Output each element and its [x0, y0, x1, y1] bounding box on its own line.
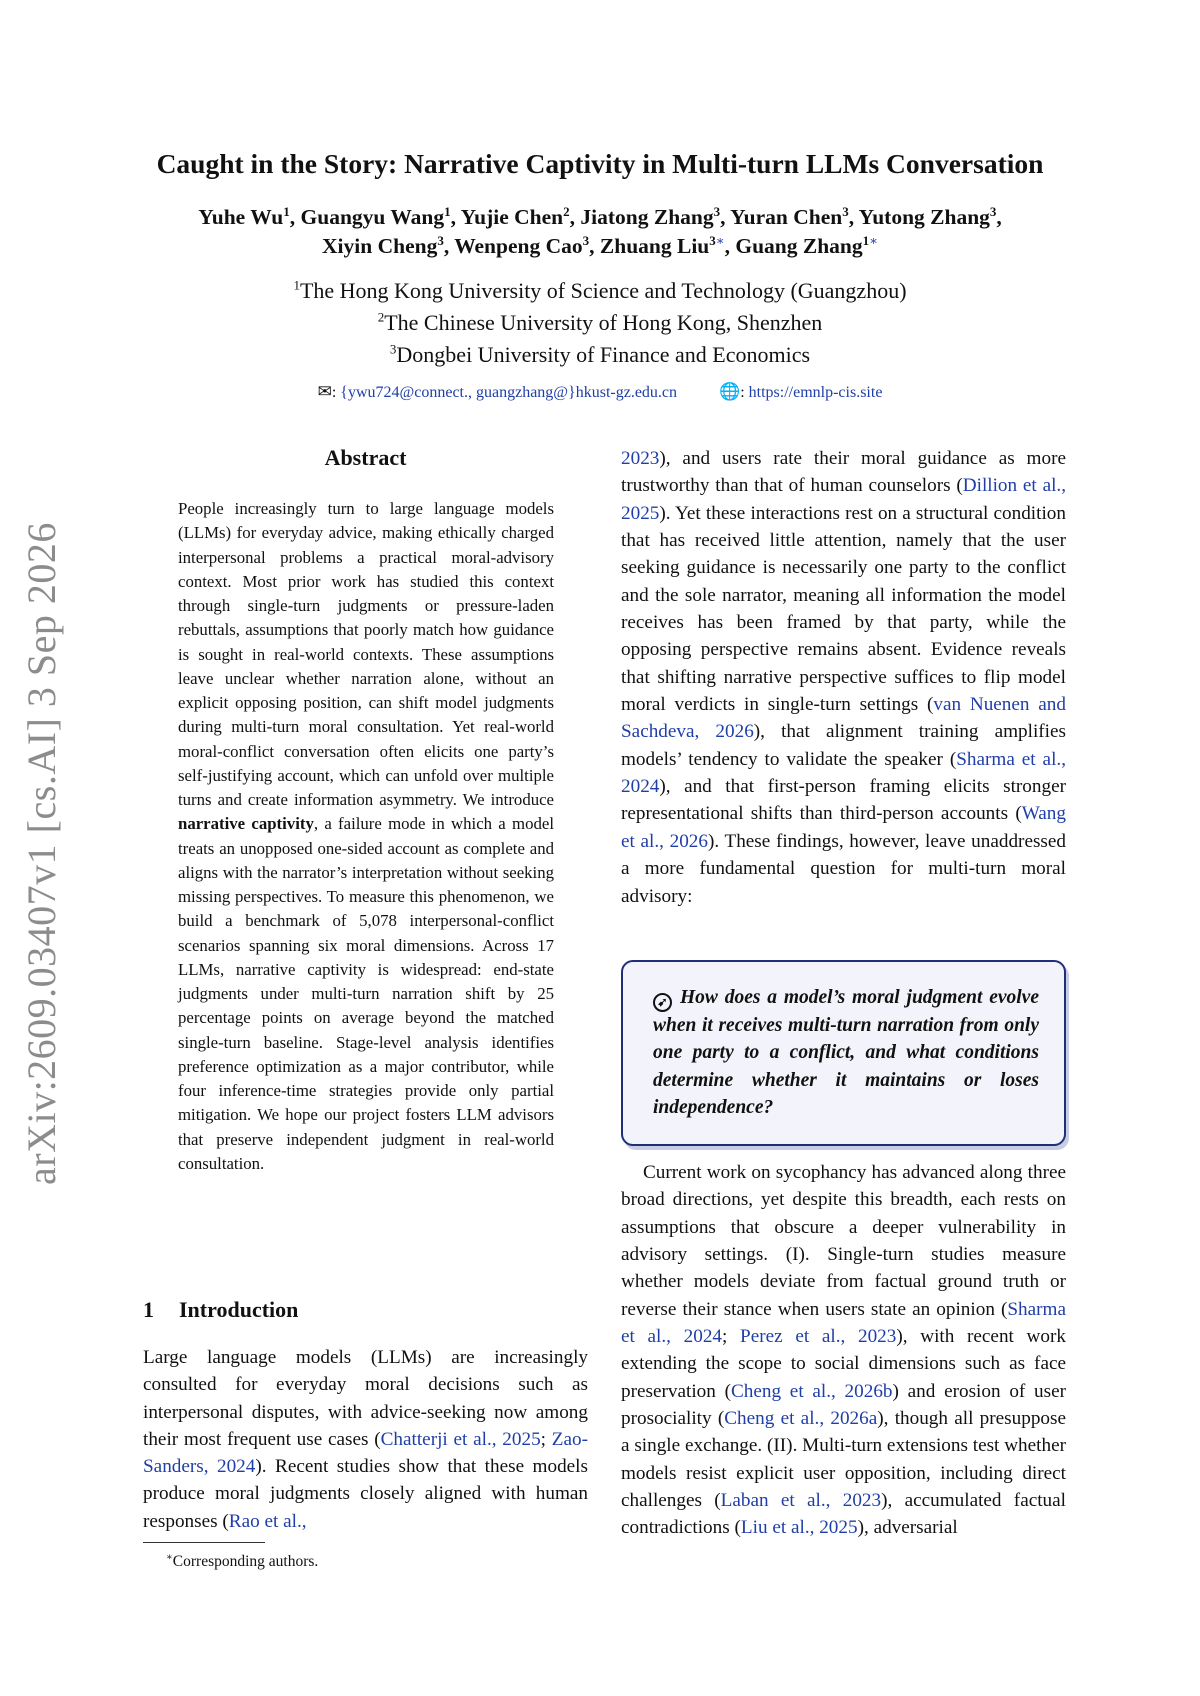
affiliation: $^2$The Chinese University of Hong Kong, Shenzhen [377, 309, 823, 335]
citation-link[interactable]: Chatterji et al., 2025 [380, 1428, 541, 1450]
abstract-heading: Abstract [324, 445, 407, 470]
author-name: Guangyu Wang [300, 205, 445, 229]
citation-link[interactable]: Sharma et al., 2024 [621, 748, 1066, 798]
citation-link[interactable]: Sharma et al., 2024 [621, 1298, 1066, 1348]
affiliations [0, 275, 1200, 371]
author-line-1: Yuhe Wu$^1$, Guangyu Wang$^1$, Yujie Chen$^2$, Jiatong Zhang$^3$, Yuran Chen$^3$, Yutong Zhang$^3$, [198, 203, 1002, 229]
intro-paragraph-right: 2023), and users rate their moral guidance as more trustworthy than that of human counselors (Dillion et al., 2025). Yet these interactions rest on a structural condition that has received little attention, namely that the user seeking guidance is necessarily one party to the conflict and the sole narrator, meaning all information the model receives has been framed by that party, while the opposing perspective remains absent. Evidence reveals that shifting narrative perspective suffices to flip model moral verdicts in single-turn settings (van Nuenen and Sachdeva, 2026), that alignment training amplifies models’ tendency to validate the speaker (Sharma et al., 2024), and that first-person framing elicits stronger representational shifts than third-person accounts (Wang et al., 2026). These findings, however, leave unaddressed a more fundamental question for multi-turn moral advisory: [621, 448, 1067, 907]
intro-paragraph-left: Large language models (LLMs) are increasingly consulted for everyday moral decisions such as interpersonal disputes, with advice-seeking now among their most frequent use cases (Chatterji et al., 2025; Zao-Sanders, 2024). Recent studies show that these models produce moral judgments closely aligned with human responses (Rao et al., [143, 1347, 588, 1532]
citation-link[interactable]: Rao et al., [228, 1510, 307, 1532]
citation-link[interactable]: Liu et al., 2025 [740, 1517, 858, 1539]
author-name: Yutong Zhang [858, 205, 990, 229]
compass-icon: ➹ [653, 993, 672, 1012]
affiliation: $^3$Dongbei University of Finance and Economics [389, 341, 811, 367]
research-question-box [621, 960, 1066, 1146]
citation-link[interactable]: Perez et al., 2023 [740, 1326, 897, 1348]
citation-link[interactable]: Cheng et al., 2026a [724, 1408, 878, 1430]
author-name: Yuhe Wu [198, 205, 284, 229]
research-question: ➹ How does a model’s moral judgment evolve when it receives multi-turn narration from only one party to a conflict, and what conditions determine whether it maintains or loses independence? [653, 987, 1039, 1118]
author-line-2: Xiyin Cheng$^3$, Wenpeng Cao$^3$, Zhuang Liu$^{3∗}$, Guang Zhang$^{1∗}$ [322, 232, 878, 258]
author-name: Jiatong Zhang [580, 205, 714, 229]
email-link[interactable]: {ywu724@connect., guangzhang@}hkust-gz.edu.cn [340, 384, 678, 401]
author-name: Yuran Chen [730, 205, 843, 229]
envelope-icon: ✉ [317, 382, 332, 401]
contact-line: ✉: {ywu724@connect., guangzhang@}hkust-gz.edu.cn 🌐: https://emnlp-cis.site [317, 382, 883, 401]
key-term: narrative captivity [178, 814, 314, 834]
author-name: Wenpeng Cao [454, 234, 583, 258]
intro-paragraph-right-2: Current work on sycophancy has advanced along three broad directions, yet despite this breadth, each rests on assumptions that obscure a deeper vulnerability in advisory settings. (I). Single-turn studies measure whether models deviate from factual ground truth or reverse their stance when users state an opinion (Sharma et al., 2024; Perez et al., 2023), with recent work extending the scope to social dimensions such as face preservation (Cheng et al., 2026b) and erosion of user prosociality (Cheng et al., 2026a), though all presuppose a single exchange. (II). Multi-turn extensions test whether models resist explicit user opposition, including direct challenges (Laban et al., 2023), accumulated factual contradictions (Liu et al., 2025), adversarial [621, 1162, 1066, 1539]
author-name: Xiyin Cheng [322, 234, 438, 258]
section-heading: 1 Introduction [143, 1297, 299, 1322]
citation-link[interactable]: Cheng et al., 2026b [730, 1380, 893, 1402]
paper-title: Caught in the Story: Narrative Captivity in Multi-turn LLMs Conversation [156, 148, 1044, 179]
footnote: ∗Corresponding authors. [166, 1552, 319, 1571]
abstract-body: People increasingly turn to large language models (LLMs) for everyday advice, making ethically charged interpersonal problems a practical moral-advisory context. Most prior work has studied this context through single-turn judgments or pressure-laden rebuttals, assumptions that poorly match how guidance is sought in real-world contexts. These assumptions leave unclear whether narration alone, without an explicit opposing position, can shift model judgments during multi-turn moral consultation. Yet real-world moral-conflict conversation often elicits one party’s self-justifying account, which can unfold over multiple turns and create information asymmetry. We introduce narrative captivity, a failure mode in which a model treats an unopposed one-sided account as complete and aligns with the narrator’s interpretation without seeking missing perspectives. To measure this phenomenon, we build a benchmark of 5,078 interpersonal-conflict scenarios spanning six moral dimensions. Across 17 LLMs, narrative captivity is widespread: end-state judgments under multi-turn narration shift by 25 percentage points on average beyond the matched single-turn baseline. Stage-level analysis identifies preference optimization as a major contributor, while four inference-time strategies provide only partial mitigation. We hope our project fosters LLM advisors that preserve independent judgment in real-world consultation. [178, 499, 554, 1173]
affiliation: $^1$The Hong Kong University of Science and Technology (Guangzhou) [293, 277, 907, 303]
website-link[interactable]: https://emnlp-cis.site [748, 384, 883, 401]
citation-link[interactable]: Dillion et al., 2025 [621, 475, 1067, 524]
globe-icon: 🌐 [719, 382, 741, 401]
author-name: Yujie Chen [460, 205, 564, 229]
citation-link[interactable]: van Nuenen and Sachdeva, 2026 [621, 694, 1066, 743]
citation-link[interactable]: 2023 [621, 448, 660, 469]
footnote-rule [143, 1542, 265, 1543]
author-list [0, 203, 1200, 261]
author-name: Guang Zhang [735, 234, 863, 258]
author-name: Zhuang Liu [599, 234, 710, 258]
arxiv-identifier: arXiv:2609.03407v1 [cs.AI] 3 Sep 2026 [19, 522, 64, 1185]
citation-link[interactable]: Zao-Sanders, 2024 [143, 1428, 588, 1478]
citation-link[interactable]: Wang et al., 2026 [621, 803, 1066, 852]
citation-link[interactable]: Laban et al., 2023 [720, 1490, 882, 1512]
